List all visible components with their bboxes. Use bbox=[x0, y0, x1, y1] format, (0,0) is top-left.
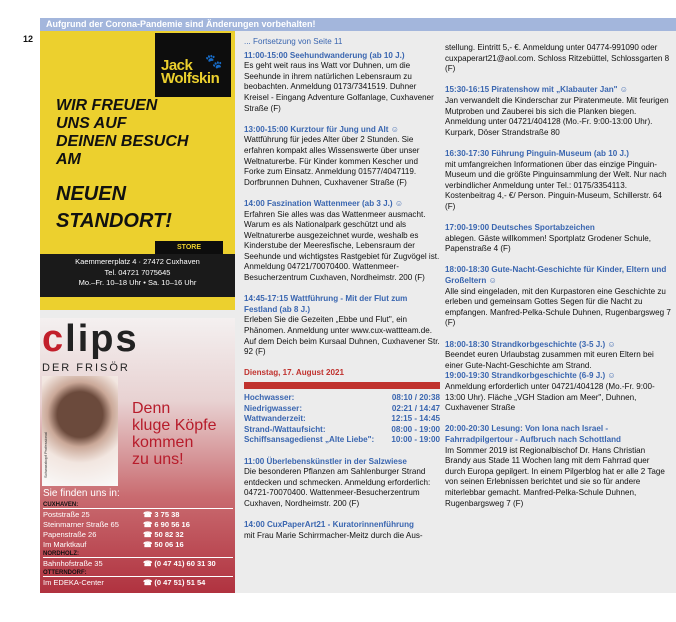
tide-value: 10:00 - 19:00 bbox=[391, 435, 440, 445]
event-body: Im Sommer 2019 ist Regionalbischof Dr. Hans Christian Brandy aus Stade 11 Wochen lang mit dem Fahrrad quer durch Europa gepilgert. In einem Pilgerblog hat er alle 2 Tage von seinen Erlebnissen berichtet und sie so für andere miterlebbar gemacht. Manfred-Pelka-Schule Duhnen, Rugenbargsweg 7 (F) bbox=[445, 445, 665, 508]
event-title: 17:00-19:00 Deutsches Sportabzeichen bbox=[445, 223, 595, 233]
event-title-text: 15:30-16:15 Piratenshow mit „Klabauter Jan" bbox=[445, 85, 618, 95]
event-body: ablegen. Gäste willkommen! Sportplatz Grodener Schule, Papenstraße 4 (F) bbox=[445, 233, 652, 254]
event-item bbox=[244, 125, 440, 189]
location-address: Im EDEKA-Center bbox=[43, 578, 104, 587]
location-phone: ☎ 3 75 38 bbox=[143, 510, 180, 519]
logo-line-1: Jack bbox=[161, 57, 193, 74]
event-title-text: 14:00 Faszination Wattenmeer (ab 3 J.) bbox=[244, 198, 393, 208]
headline-line: UNS AUF bbox=[56, 115, 127, 132]
event-continuation: stellung. Eintritt 5,- €. Anmeldung unter 04774-991090 oder cuxpaperart21@aol.com. Schloss Ritzebüttel, Schlossgarten 8 (F) bbox=[445, 43, 670, 74]
events-column-1 bbox=[244, 37, 440, 552]
tide-label: Strand-/Wattaufsicht: bbox=[244, 424, 326, 434]
tide-value: 08:10 / 20:38 bbox=[391, 393, 440, 402]
smiley-icon: ☺ bbox=[390, 124, 400, 134]
region-heading: NORDHOLZ: bbox=[43, 551, 233, 558]
big-line: STANDORT! bbox=[56, 210, 172, 232]
events-column-2 bbox=[445, 43, 671, 520]
tide-value: 02:21 / 14:47 bbox=[391, 403, 440, 413]
tide-label: Wattwanderzeit: bbox=[244, 414, 306, 424]
clips-subtitle: DER FRISÖR bbox=[42, 362, 130, 374]
big-line: NEUEN bbox=[56, 183, 127, 205]
event-body: Wattführung für jedes Alter über 2 Stunden. Sie erfahren kompakt alles Wissenswerte über unser Weltnaturerbe. Für Kinder kommen Kescher und Forke zum Einsatz. Anmeldung 01577/4047119. Dorfbrunnen Duhnen, Cuxhavener Straße (F) bbox=[244, 135, 420, 187]
location-phone: ☎ 50 82 32 bbox=[143, 530, 184, 539]
event-title bbox=[244, 51, 440, 62]
event-body: Anmeldung erforderlich unter 04721/404128 (Mo.-Fr. 9:00-13:00 Uhr). Fläche „VGH Stadion am Meer", Duhnen, Cuxhavener Straße bbox=[445, 382, 655, 413]
event-title: 11:00 Überlebenskünstler in der Salzwiese bbox=[244, 456, 407, 466]
headline-line: AM bbox=[56, 151, 81, 168]
date-heading: Dienstag, 17. August 2021 bbox=[244, 368, 345, 378]
headline-line: DEINEN BESUCH bbox=[56, 133, 189, 150]
location-address: Steinmarner Straße 65 bbox=[43, 520, 119, 529]
event-title: 20:00-20:30 Lesung: Von Iona nach Israel - Fahrradpilgertour - Aufbruch nach Schottland bbox=[445, 424, 621, 444]
slogan-line: Denn bbox=[132, 400, 171, 417]
ad-headline bbox=[56, 97, 188, 169]
event-body: mit umfangreichen Informationen über das einzige Pinguin-Museum und die größte Pinguinsammlung der Welt. Nur nach verbindlicher Anmeldung unter Tel.: 0175/3354113. Kostenbeitrag 4,- €/ Person. Pinguin-Museum, Schillerstr. 64 (F) bbox=[445, 159, 667, 211]
clips-slogan bbox=[132, 400, 217, 468]
location-address: Bahnhofstraße 35 bbox=[43, 559, 103, 568]
event-body: Erleben Sie die Gezeiten „Ebbe und Flut", ein Phänomen. Anmeldung unter www.cux-wattteam.de. Auf dem Deich beim Kursaal Duhnen, Cuxhavener Str. 92 (F) bbox=[244, 315, 440, 357]
event-item bbox=[244, 520, 440, 541]
tide-label: Schiffsansagedienst „Alte Liebe": bbox=[244, 435, 375, 445]
event-title-text: 18:00-18:30 Gute-Nacht-Geschichte für Kinder, Eltern und Großeltern bbox=[445, 265, 667, 286]
event-title bbox=[445, 265, 671, 286]
page-number: 12 bbox=[23, 34, 34, 44]
tide-row bbox=[244, 425, 440, 436]
event-item bbox=[445, 265, 671, 329]
smiley-icon: ☺ bbox=[619, 85, 629, 95]
location-phone: ☎ 6 90 56 16 bbox=[143, 520, 190, 529]
ad-big-headline bbox=[56, 181, 172, 235]
event-item bbox=[445, 424, 671, 509]
store-label: STORE bbox=[155, 241, 223, 254]
event-title bbox=[445, 371, 671, 382]
event-title bbox=[244, 294, 440, 315]
tide-value: 12:15 - 14:45 bbox=[391, 414, 440, 424]
event-body: Alle sind eingeladen, mit den Kurpastoren eine Geschichte zu erleben und gemeinsam Gottes Segen für die Nacht zu empfangen. Manfred-Pelka-Schule Duhnen, Rugenbargsweg 7 (F) bbox=[445, 286, 671, 328]
event-item bbox=[445, 85, 671, 138]
event-title bbox=[244, 199, 440, 210]
smiley-icon: ☺ bbox=[394, 198, 404, 208]
event-item bbox=[244, 51, 440, 115]
event-title-text: 18:00-18:30 Strandkorbgeschichte (3-5 J.) bbox=[445, 339, 606, 349]
event-body: Jan verwandelt die Kinderschar zur Piratenmeute. Mit feurigen Mutproben und Zauberei bis sich die Planken biegen. Anmeldung unter 04721/404128 (Mo.-Fr. 9:00-13:00 Uhr). Kurpark, Döser Strandstraße 80 bbox=[445, 95, 669, 137]
smiley-icon: ☺ bbox=[607, 339, 616, 349]
jack-wolfskin-logo bbox=[155, 33, 231, 97]
location-address: Poststraße 25 bbox=[43, 510, 90, 519]
event-item bbox=[244, 199, 440, 284]
event-title bbox=[445, 85, 671, 96]
event-group bbox=[445, 340, 671, 414]
event-title: 16:30-17:30 Führung Pinguin-Museum (ab 10 J.) bbox=[445, 148, 629, 158]
model-photo bbox=[42, 376, 118, 486]
event-body: Es geht weit raus ins Watt vor Duhnen, um die Seehunde in ihrem natürlichen Lebensraum zu beobachten. Anmeldung 0173/7341519. Duhner Kreisel - Eingang Adventure Golfanlage, Cuxhavener Straße (F) bbox=[244, 61, 434, 113]
notice-bar: Aufgrund der Corona-Pandemie sind Änderungen vorbehalten! bbox=[40, 18, 676, 31]
location-phone: ☎ 50 06 16 bbox=[143, 540, 184, 549]
logo-line-2: Wolfskin bbox=[161, 70, 220, 87]
event-item bbox=[445, 223, 671, 255]
slogan-line: zu uns! bbox=[132, 451, 184, 468]
event-title bbox=[445, 340, 671, 351]
event-body: Beendet euren Urlaubstag zusammen mit euren Eltern bei einer Gute-Nacht-Geschichte am Strand. bbox=[445, 350, 654, 370]
slogan-line: kluge Köpfe bbox=[132, 417, 217, 434]
location-address: Im Marktkauf bbox=[43, 540, 87, 549]
event-item bbox=[244, 457, 440, 510]
event-title: 14:00 CuxPaperArt21 - Kuratorinnenführung bbox=[244, 520, 414, 530]
event-item bbox=[244, 294, 440, 358]
tide-label: Niedrigwasser: bbox=[244, 403, 303, 413]
clips-ad[interactable] bbox=[40, 318, 235, 593]
continuation-note: ... Fortsetzung von Seite 11 bbox=[244, 37, 343, 46]
jack-wolfskin-ad[interactable] bbox=[40, 31, 235, 310]
tide-row bbox=[244, 393, 440, 404]
event-body: mit Frau Marie Schirrmacher-Meitz durch die Aus- bbox=[244, 530, 423, 540]
store-hours: Mo.–Fr. 10–18 Uhr • Sa. 10–16 Uhr bbox=[78, 278, 197, 287]
event-title bbox=[244, 125, 440, 136]
event-title-text: 11:00-15:00 Seehundwanderung (ab 10 J.) bbox=[244, 50, 405, 60]
event-body: Die besonderen Pflanzen am Sahlenburger Strand entdecken und schmecken. Anmeldung erforderlich: 04721-70070400. Wattenmeer-Besucherzentrum Cuxhaven, Nordheimstr. 200 (F) bbox=[244, 467, 431, 508]
tide-row bbox=[244, 435, 440, 446]
find-us-heading: Sie finden uns in: bbox=[43, 488, 120, 499]
smiley-icon: ☺ bbox=[488, 276, 497, 286]
store-address-block bbox=[40, 254, 235, 297]
region-heading: CUXHAVEN: bbox=[43, 502, 233, 509]
tide-table bbox=[244, 393, 440, 446]
tide-label: Hochwasser: bbox=[244, 393, 295, 402]
photo-credit: Schwarzkopf Professional bbox=[43, 431, 48, 478]
store-address: Kaemmererplatz 4 · 27472 Cuxhaven bbox=[75, 257, 200, 266]
location-phone: ☎ (0 47 41) 60 31 30 bbox=[143, 559, 216, 568]
smiley-icon: ☺ bbox=[607, 371, 616, 381]
event-body: Erfahren Sie alles was das Wattenmeer ausmacht. Warum es als Nationalpark geschützt und als Weltnaturerbe ausgezeichnet wurde, weshalb es Kinderstube der Meeresfische, Lebensraum der Seehunde und wichtigstes Rastgebiet für Zugvögel ist. Anmeldung 04721/70070400. Wattenmeer-Besucherzentrum Cuxhaven, Nordheimstr. 200 (F) bbox=[244, 209, 440, 283]
tide-row bbox=[244, 414, 440, 425]
location-phone: ☎ (0 47 51) 51 54 bbox=[143, 578, 206, 587]
location-address: Papenstraße 26 bbox=[43, 530, 97, 539]
region-heading: OTTERNDORF: bbox=[43, 570, 233, 577]
event-title-text: 14:45-17:15 Wattführung - Mit der Flut zum Festland (ab 8 J.) bbox=[244, 294, 408, 314]
event-title-text: 13:00-15:00 Kurztour für Jung und Alt bbox=[244, 124, 389, 134]
paw-icon: 🐾 bbox=[205, 53, 223, 69]
event-title-text: 19:00-19:30 Strandkorbgeschichte (6-9 J.) bbox=[445, 371, 606, 381]
slogan-line: kommen bbox=[132, 434, 194, 451]
tide-row bbox=[244, 404, 440, 415]
event-item bbox=[445, 149, 671, 213]
tide-value: 08:00 - 19:00 bbox=[391, 424, 440, 434]
date-divider bbox=[244, 382, 440, 389]
clips-logo: clips bbox=[42, 318, 139, 360]
store-phone: Tel. 04721 7075645 bbox=[104, 267, 171, 277]
headline-line: WIR FREUEN bbox=[56, 97, 158, 114]
